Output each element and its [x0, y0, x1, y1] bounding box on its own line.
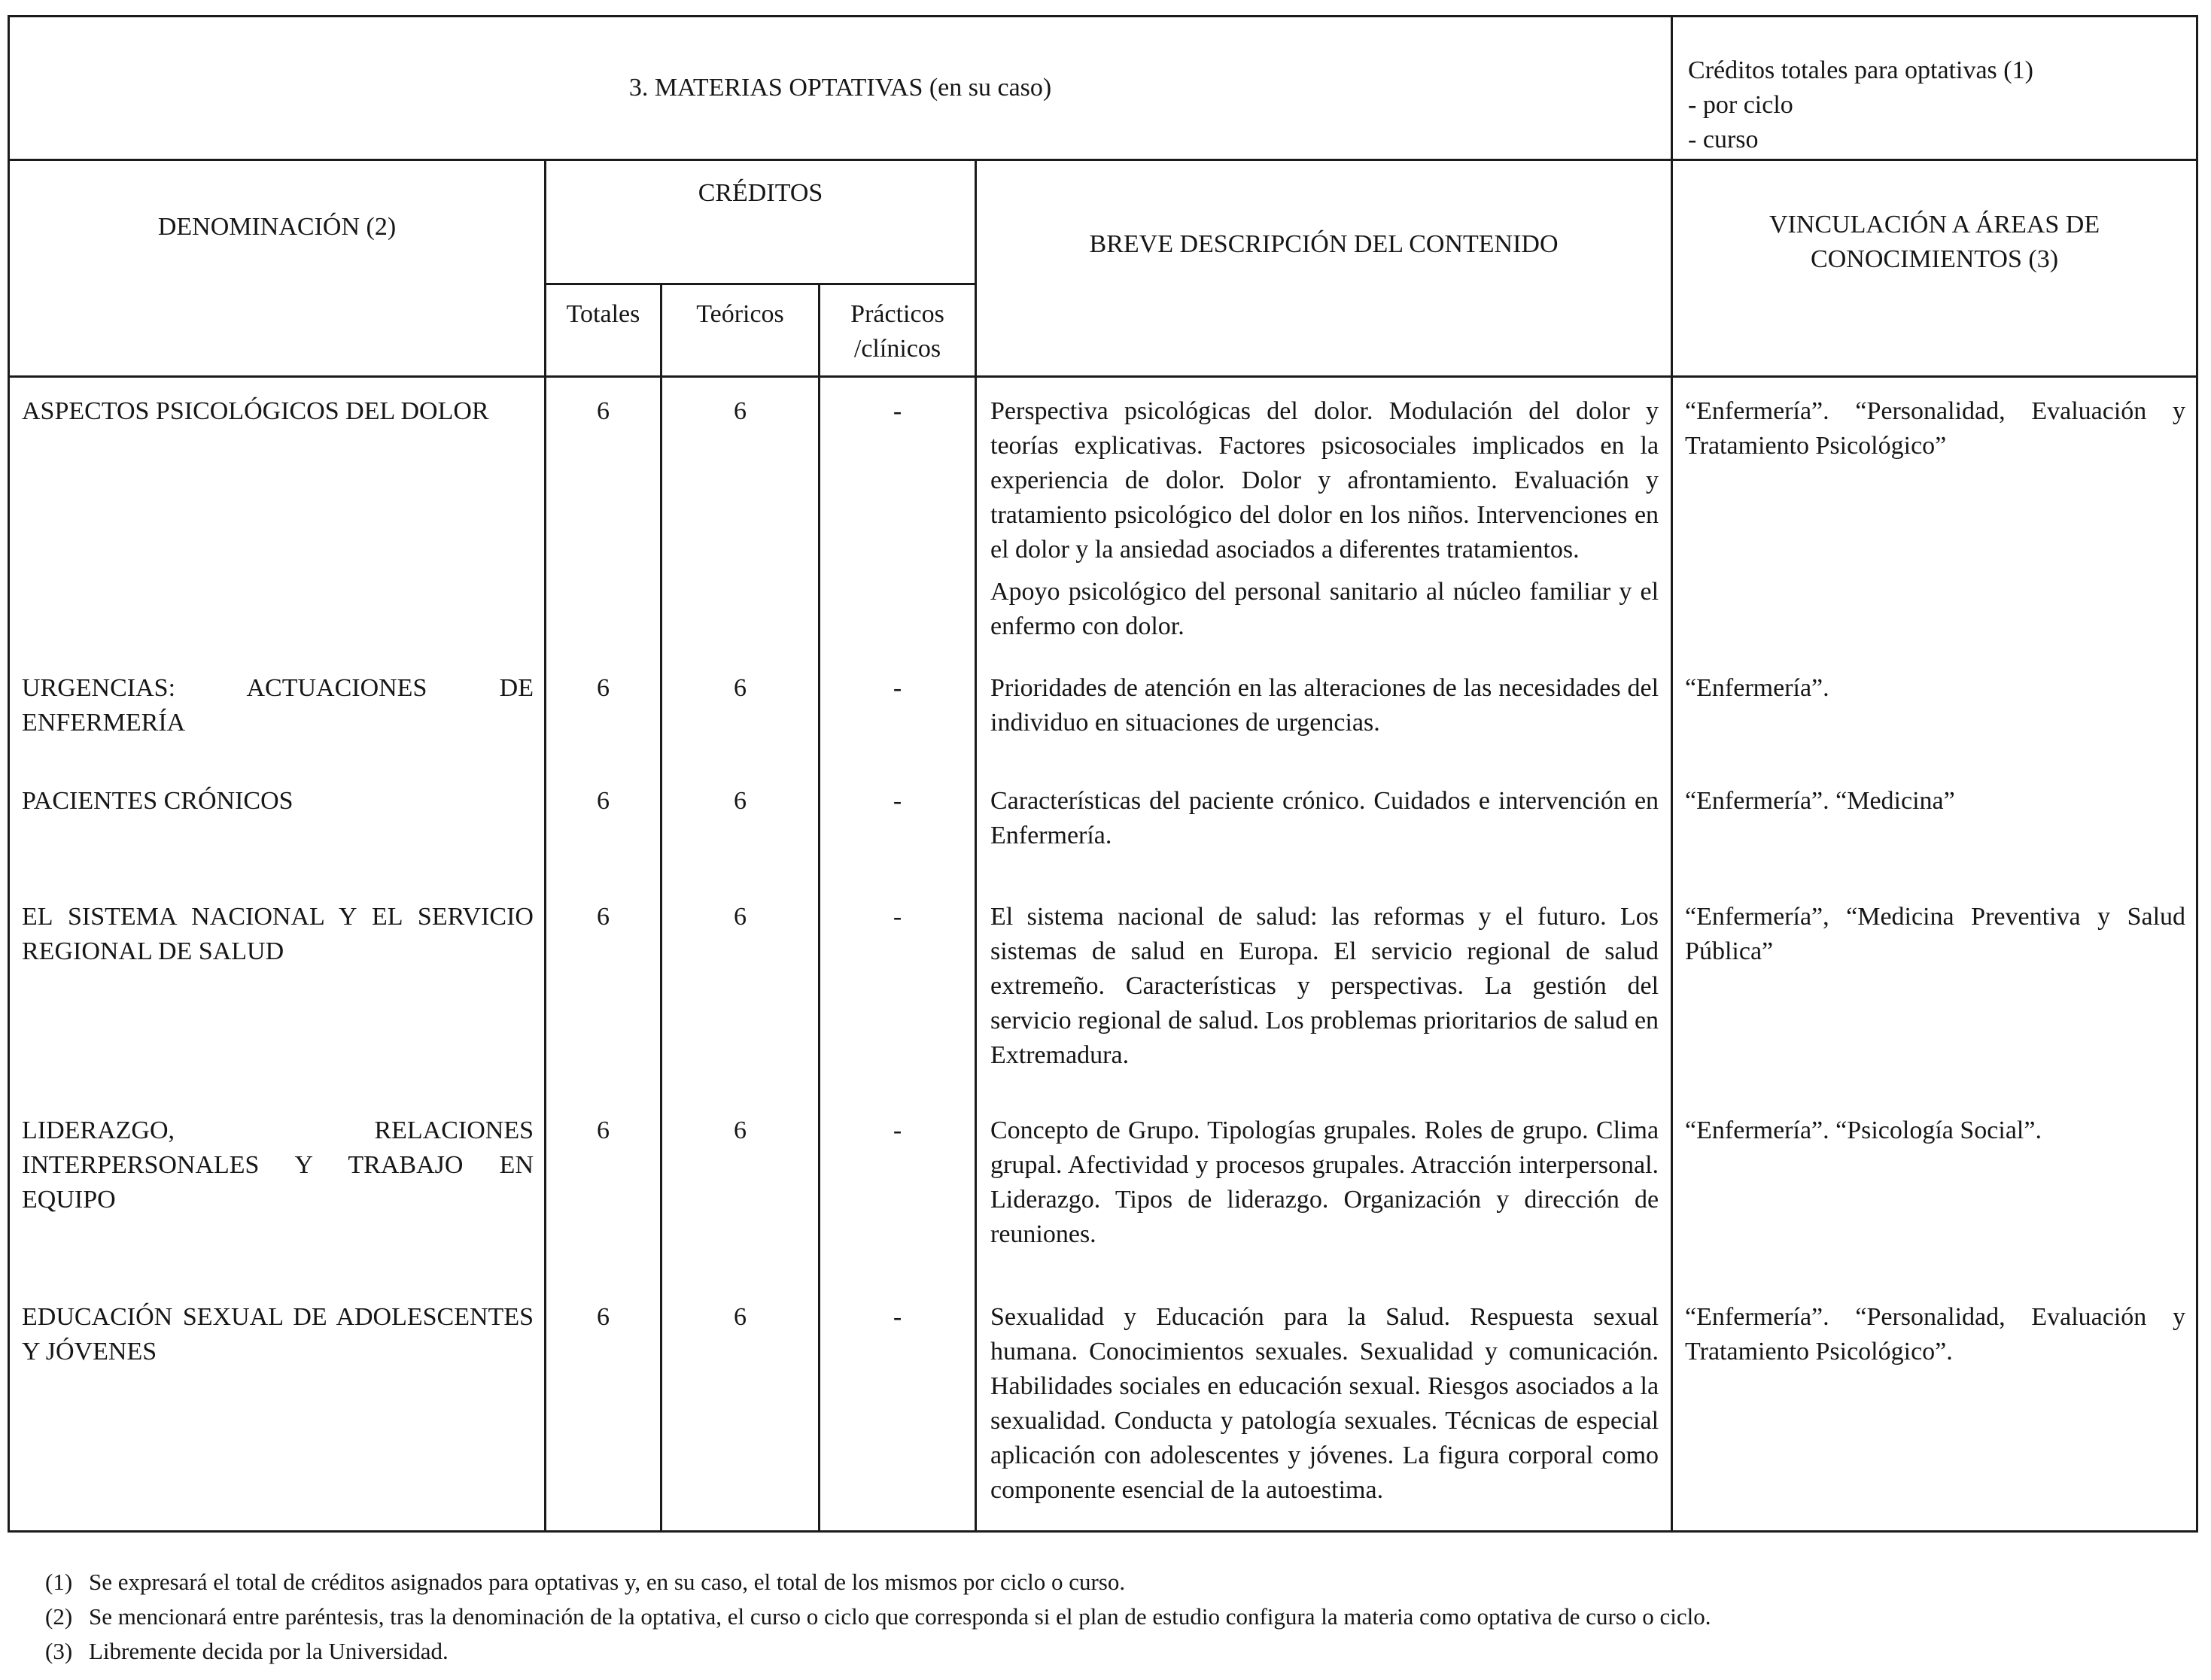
subject-description: Características del paciente crónico. Cuidados e intervención en Enfermería.: [990, 787, 1659, 849]
subject-totales: 6: [597, 397, 610, 425]
subject-totales: 6: [597, 1116, 610, 1144]
subject-teoricos: 6: [734, 903, 747, 931]
col-header-practicos-line1: Prácticos: [850, 300, 944, 328]
subject-totales: 6: [597, 903, 610, 931]
subject-description: Concepto de Grupo. Tipologías grupales. Roles de grupo. Clima grupal. Afectividad y procesos grupales. Atracción interpersonal. Liderazgo. Tipos de liderazgo. Organización y dirección de reuniones.: [990, 1116, 1659, 1248]
subject-practicos: -: [893, 397, 902, 425]
footnote-number: (3): [45, 1638, 73, 1664]
teoricos-column: [661, 377, 820, 1532]
subject-names-column: [9, 377, 546, 1532]
col-header-teoricos: Teóricos: [661, 284, 820, 377]
subject-name: ASPECTOS PSICOLÓGICOS DEL DOLOR: [22, 397, 489, 425]
optional-subjects-table: [8, 15, 2198, 1533]
footnote: [45, 1599, 2152, 1634]
col-header-vinculacion: [1672, 160, 2197, 377]
subject-teoricos: 6: [734, 1303, 747, 1331]
subject-teoricos: 6: [734, 674, 747, 702]
footnote-text: Se mencionará entre paréntesis, tras la denominación de la optativa, el curso o ciclo que corresponda si el plan de estudio configura la materia como optativa de curso o ciclo.: [89, 1603, 1711, 1630]
subject-totales: 6: [597, 787, 610, 815]
subject-description-paragraph: Perspectiva psicológicas del dolor. Modulación del dolor y teorías explicativas. Factores psicosociales implicados en la experiencia de dolor. Dolor y afrontamiento. Evaluación y tratamiento psicológico del dolor en los niños. Intervenciones en el dolor y la ansiedad asociados a diferentes tratamientos.: [990, 397, 1659, 564]
col-header-descripcion: BREVE DESCRIPCIÓN DEL CONTENIDO: [976, 160, 1672, 377]
subject-description: El sistema nacional de salud: las reformas y el futuro. Los sistemas de salud en Europa. El servicio regional de salud extremeño. Características y perspectivas. La gestión del servicio regional de salud. Los problemas prioritarios de salud en Extremadura.: [990, 903, 1659, 1069]
credits-total-title: Créditos totales para optativas (1): [1688, 56, 2033, 84]
subject-description-paragraph: Apoyo psicológico del personal sanitario al núcleo familiar y el enfermo con dolor.: [990, 578, 1659, 640]
subject-description: Sexualidad y Educación para la Salud. Respuesta sexual humana. Conocimientos sexuales. Sexualidad y comunicación. Habilidades sociales en educación sexual. Riesgos asociados a la sexualidad. Conducta y patología sexuales. Técnicas de especial aplicación con adolescentes y jóvenes. La figura corporal como componente esencial de la autoestima.: [990, 1303, 1659, 1504]
subject-areas: “Enfermería”, “Medicina Preventiva y Salud Pública”: [1685, 903, 2186, 965]
col-header-denominacion: DENOMINACIÓN (2): [9, 160, 546, 377]
subject-name: URGENCIAS: ACTUACIONES DE ENFERMERÍA: [22, 674, 534, 737]
col-header-creditos: CRÉDITOS: [546, 160, 976, 284]
credits-total-per-cycle: - por ciclo: [1688, 91, 1793, 119]
subject-areas: “Enfermería”.: [1685, 674, 1829, 702]
col-header-vinculacion-line2: CONOCIMIENTOS (3): [1811, 245, 2059, 273]
footnote-text: Se expresará el total de créditos asignados para optativas y, en su caso, el total de los mismos por ciclo o curso.: [89, 1569, 1126, 1595]
subject-teoricos: 6: [734, 1116, 747, 1144]
footnote: [45, 1634, 2152, 1669]
practicos-column: [820, 377, 976, 1532]
totales-column: [546, 377, 661, 1532]
footnote-text: Libremente decida por la Universidad.: [89, 1638, 449, 1664]
subject-name: EDUCACIÓN SEXUAL DE ADOLESCENTES Y JÓVENES: [22, 1303, 534, 1366]
subject-name: EL SISTEMA NACIONAL Y EL SERVICIO REGIONAL DE SALUD: [22, 903, 534, 965]
subject-name: PACIENTES CRÓNICOS: [22, 787, 293, 815]
footnote-number: (2): [45, 1603, 73, 1630]
subject-practicos: -: [893, 1303, 902, 1331]
subject-description: Prioridades de atención en las alteraciones de las necesidades del individuo en situaciones de urgencias.: [990, 674, 1659, 737]
subject-totales: 6: [597, 674, 610, 702]
col-header-practicos-line2: /clínicos: [853, 335, 941, 363]
subject-teoricos: 6: [734, 787, 747, 815]
footnote-number: (1): [45, 1569, 73, 1595]
subject-areas: “Enfermería”. “Personalidad, Evaluación y Tratamiento Psicológico”: [1685, 397, 2186, 460]
subject-areas: “Enfermería”. “Medicina”: [1685, 787, 1955, 815]
credits-total-box: [1672, 17, 2197, 160]
subject-practicos: -: [893, 787, 902, 815]
section-header-row: [9, 17, 2197, 160]
col-header-practicos: [820, 284, 976, 377]
col-header-totales: Totales: [546, 284, 661, 377]
subject-practicos: -: [893, 1116, 902, 1144]
section-title: 3. MATERIAS OPTATIVAS (en su caso): [9, 17, 1672, 160]
descriptions-column: [976, 377, 1672, 1532]
footnotes: [45, 1565, 2152, 1669]
subject-practicos: -: [893, 903, 902, 931]
subject-name: LIDERAZGO, RELACIONES INTERPERSONALES Y TRABAJO EN EQUIPO: [22, 1116, 534, 1214]
column-header-row: [9, 160, 2197, 284]
subject-areas: “Enfermería”. “Personalidad, Evaluación y Tratamiento Psicológico”.: [1685, 1303, 2186, 1366]
subject-areas: “Enfermería”. “Psicología Social”.: [1685, 1116, 2042, 1144]
areas-column: [1672, 377, 2197, 1532]
footnote: [45, 1565, 2152, 1599]
subject-totales: 6: [597, 1303, 610, 1331]
credits-total-per-course: - curso: [1688, 126, 1759, 153]
subject-practicos: -: [893, 674, 902, 702]
col-header-vinculacion-line1: VINCULACIÓN A ÁREAS DE: [1768, 211, 2100, 238]
subject-teoricos: 6: [734, 397, 747, 425]
subject-description: [990, 394, 1659, 671]
subjects-body-row: [9, 377, 2197, 1532]
